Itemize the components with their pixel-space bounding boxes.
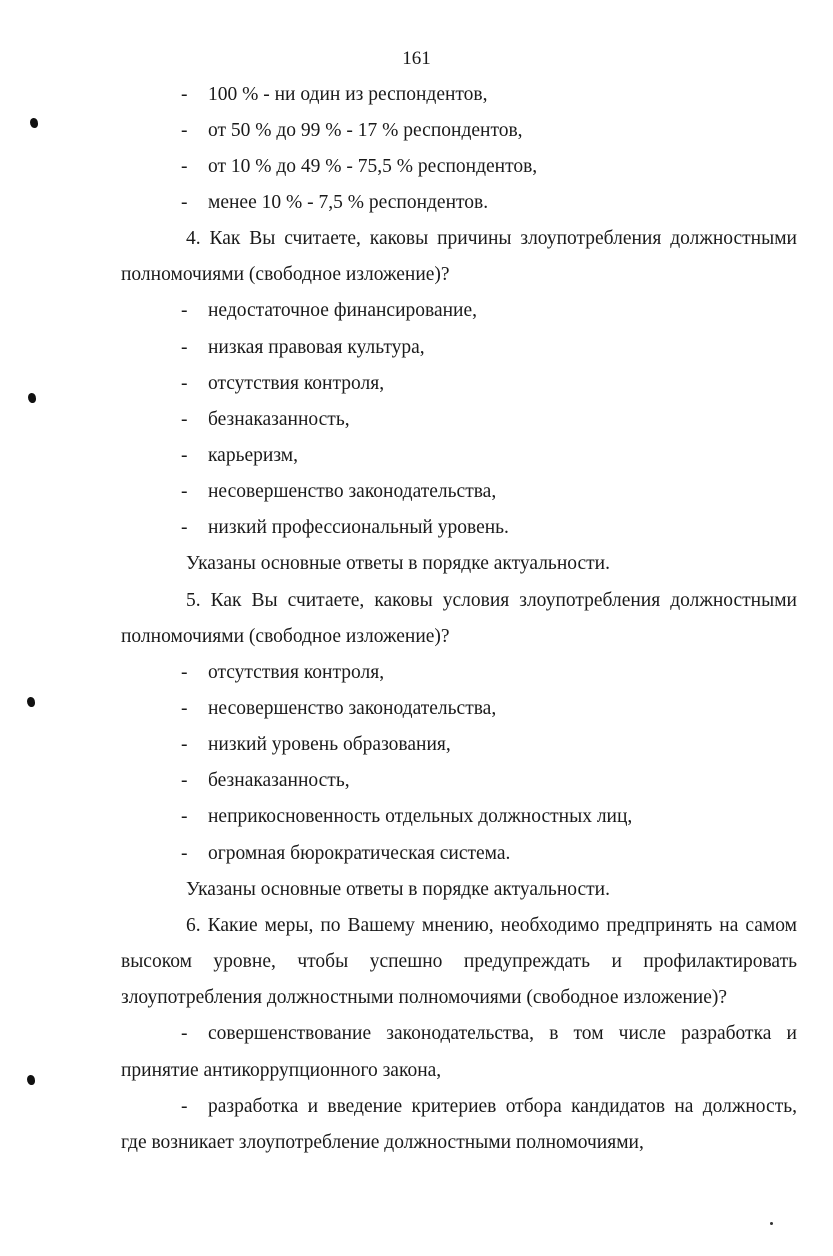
scan-speck-mark xyxy=(27,697,35,707)
page-number: 161 xyxy=(402,48,431,69)
list-item-text: карьеризм, xyxy=(208,445,298,466)
list-dash: - xyxy=(181,120,188,141)
note-paragraph: Указаны основные ответы в порядке актуальности. xyxy=(186,879,610,900)
list-item-text-line-2: где возникает злоупотребление должностными полномочиями, xyxy=(121,1132,644,1153)
question-4-line-1: 4. Как Вы считаете, каковы причины злоупотребления должностными xyxy=(186,228,797,249)
list-item-text: от 10 % до 49 % - 75,5 % респондентов, xyxy=(208,156,538,177)
list-dash: - xyxy=(181,770,188,791)
note-paragraph: Указаны основные ответы в порядке актуальности. xyxy=(186,553,610,574)
list-dash: - xyxy=(181,409,188,430)
list-item-text: безнаказанность, xyxy=(208,409,350,430)
list-item-text: отсутствия контроля, xyxy=(208,662,385,683)
list-item-text: недостаточное финансирование, xyxy=(208,300,478,321)
list-item-text: безнаказанность, xyxy=(208,770,350,791)
list-item-text-line-1: разработка и введение критериев отбора кандидатов на должность, xyxy=(208,1096,797,1117)
list-dash: - xyxy=(181,1023,188,1044)
list-item-text-line-1: совершенствование законодательства, в том числе разработка и xyxy=(208,1023,797,1044)
list-item-text-line-2: принятие антикоррупционного закона, xyxy=(121,1060,442,1081)
list-item-text: огромная бюрократическая система. xyxy=(208,843,511,864)
question-4-line-2: полномочиями (свободное изложение)? xyxy=(121,264,450,285)
list-dash: - xyxy=(181,337,188,358)
question-6-line-1: 6. Какие меры, по Вашему мнению, необходимо предпринять на самом xyxy=(186,915,797,936)
question-5-line-2: полномочиями (свободное изложение)? xyxy=(121,626,450,647)
scan-speck-mark xyxy=(28,393,36,403)
list-dash: - xyxy=(181,843,188,864)
list-item-text: низкий профессиональный уровень. xyxy=(208,517,509,538)
list-dash: - xyxy=(181,734,188,755)
list-item-text: 100 % - ни один из респондентов, xyxy=(208,84,488,105)
list-item-text: менее 10 % - 7,5 % респондентов. xyxy=(208,192,489,213)
question-6-line-2: высоком уровне, чтобы успешно предупреждать и профилактировать xyxy=(121,951,797,972)
list-dash: - xyxy=(181,300,188,321)
list-item-text: несовершенство законодательства, xyxy=(208,481,497,502)
list-dash: - xyxy=(181,373,188,394)
list-dash: - xyxy=(181,156,188,177)
question-5-line-1: 5. Как Вы считаете, каковы условия злоупотребления должностными xyxy=(186,590,797,611)
list-dash: - xyxy=(181,806,188,827)
list-dash: - xyxy=(181,192,188,213)
scan-speck-mark xyxy=(30,118,38,128)
list-dash: - xyxy=(181,698,188,719)
list-item-text: низкая правовая культура, xyxy=(208,337,425,358)
list-item-text: несовершенство законодательства, xyxy=(208,698,497,719)
list-dash: - xyxy=(181,1096,188,1117)
list-dash: - xyxy=(181,481,188,502)
list-dash: - xyxy=(181,662,188,683)
list-item-text: низкий уровень образования, xyxy=(208,734,451,755)
list-dash: - xyxy=(181,84,188,105)
list-item-text: от 50 % до 99 % - 17 % респондентов, xyxy=(208,120,523,141)
list-dash: - xyxy=(181,517,188,538)
list-item-text: неприкосновенность отдельных должностных лиц, xyxy=(208,806,633,827)
list-dash: - xyxy=(181,445,188,466)
list-item-text: отсутствия контроля, xyxy=(208,373,385,394)
scan-speck-mark xyxy=(27,1075,35,1085)
scan-speck-mark xyxy=(770,1222,773,1225)
question-6-line-3: злоупотребления должностными полномочиями (свободное изложение)? xyxy=(121,987,728,1008)
